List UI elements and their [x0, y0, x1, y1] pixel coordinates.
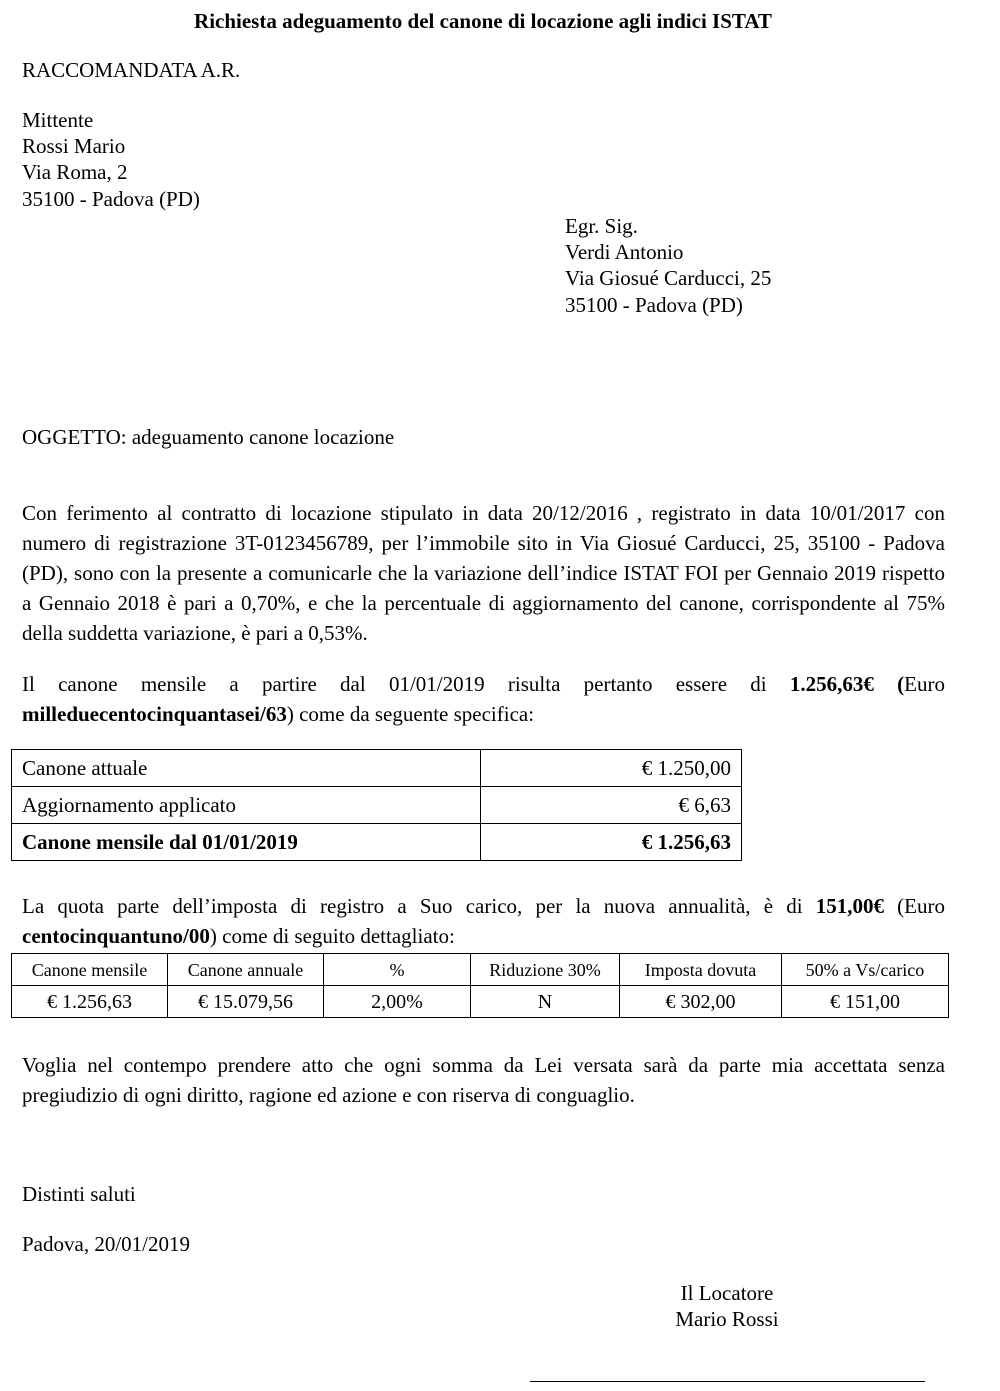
sender-street: Via Roma, 2: [22, 160, 128, 184]
new-rent-text-pre: Il canone mensile a partire dal 01/01/2019 risulta pertanto essere di: [22, 672, 790, 696]
rent-value-current: € 1.250,00: [481, 750, 742, 787]
table-header-row: [12, 954, 949, 986]
recipient-street: Via Giosué Carducci, 25: [565, 266, 772, 290]
new-rent-text-post: ) come da seguente specifica:: [286, 702, 535, 726]
tax-header-monthly: Canone mensile: [12, 954, 168, 986]
rent-label-new: Canone mensile dal 01/01/2019: [12, 824, 481, 861]
rent-specification-table: [11, 749, 742, 861]
paragraph-new-rent: Il canone mensile a partire dal 01/01/2019 risulta pertanto essere di 1.256,63€ (Euro milleduecentocinquantasei/63) come da seguente specifica:: [22, 672, 945, 726]
tax-text-post: ) come di seguito dettagliato:: [209, 924, 455, 948]
signature-line: [530, 1381, 925, 1382]
rent-value-adjustment: € 6,63: [481, 787, 742, 824]
tax-header-share: 50% a Vs/carico: [782, 954, 949, 986]
tax-value-annual: € 15.079,56: [168, 986, 324, 1018]
table-row: [12, 986, 949, 1018]
new-rent-open-paren: (: [897, 672, 905, 696]
tax-words: centocinquantuno/00: [22, 924, 210, 948]
tax-value-monthly: € 1.256,63: [12, 986, 168, 1018]
tax-value-reduction: N: [471, 986, 620, 1018]
tax-text-pre: La quota parte dell’imposta di registro a Suo carico, per la nuova annualità, è di: [22, 894, 816, 918]
new-rent-amount: 1.256,63€: [789, 672, 874, 696]
place-date: Padova, 20/01/2019: [22, 1232, 190, 1256]
signature-role: Il Locatore: [680, 1281, 774, 1305]
tax-header-percent: %: [324, 954, 471, 986]
sender-label: Mittente: [22, 108, 94, 132]
paragraph-contract: Con ferimento al contratto di locazione stipulato in data 20/12/2016 , registrato in data 10/01/2017 con numero di registrazione 3T-0123456789, per l’immobile sito in Via Giosué Carducci, 25, 35100 - Padova (PD), sono con la presente a comunicarle che la variazione dell’indice ISTAT FOI per Gennaio 2019 rispetto a Gennaio 2018 è pari a 0,70%, e che la percentuale di aggiornamento del canone, corrispondente al 75% della suddetta variazione, è pari a 0,53%.: [22, 501, 945, 645]
table-row: [12, 787, 742, 824]
sender-city: 35100 - Padova (PD): [22, 187, 200, 211]
tax-value-percent: 2,00%: [324, 986, 471, 1018]
recipient-salutation: Egr. Sig.: [565, 214, 638, 238]
sender-name: Rossi Mario: [22, 134, 126, 158]
recipient-city: 35100 - Padova (PD): [565, 293, 743, 317]
paragraph-reservation: Voglia nel contempo prendere atto che ogni somma da Lei versata sarà da parte mia accettata senza pregiudizio di ogni diritto, ragione ed azione e con riserva di conguaglio.: [22, 1053, 945, 1107]
rent-value-new: € 1.256,63: [481, 824, 742, 861]
table-row: [12, 750, 742, 787]
tax-value-share: € 151,00: [782, 986, 949, 1018]
table-row: [12, 824, 742, 861]
closing-greeting: Distinti saluti: [22, 1182, 136, 1206]
tax-detail-table: [11, 953, 949, 1018]
tax-header-reduction: Riduzione 30%: [471, 954, 620, 986]
rent-label-adjustment: Aggiornamento applicato: [12, 787, 481, 824]
tax-amount: 151,00€: [815, 894, 884, 918]
subject-line: OGGETTO: adeguamento canone locazione: [22, 425, 395, 449]
signature-name: Mario Rossi: [675, 1307, 779, 1331]
tax-header-annual: Canone annuale: [168, 954, 324, 986]
paragraph-registration-tax: La quota parte dell’imposta di registro a Suo carico, per la nuova annualità, è di 151,00€ (Euro centocinquantuno/00) come di seguito dettagliato:: [22, 894, 945, 948]
new-rent-words: milleduecentocinquantasei/63: [22, 702, 287, 726]
tax-value-due: € 302,00: [620, 986, 782, 1018]
recipient-name: Verdi Antonio: [565, 240, 684, 264]
document-title: Richiesta adeguamento del canone di locazione agli indici ISTAT: [194, 9, 772, 33]
raccomandata-label: RACCOMANDATA A.R.: [22, 58, 241, 82]
tax-header-due: Imposta dovuta: [620, 954, 782, 986]
rent-label-current: Canone attuale: [12, 750, 481, 787]
